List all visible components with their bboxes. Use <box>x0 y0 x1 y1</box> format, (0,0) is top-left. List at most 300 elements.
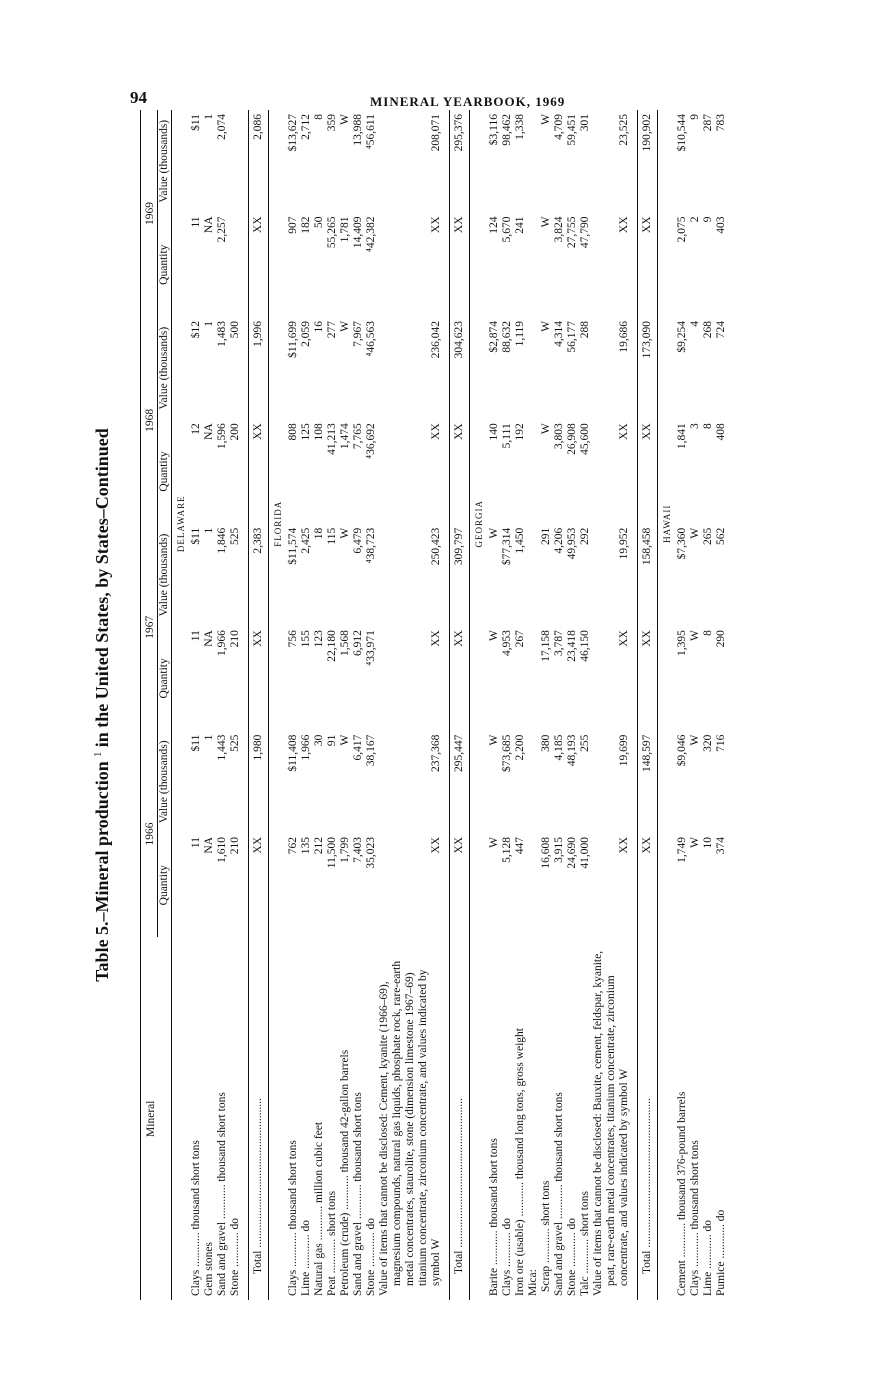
quantity-cell: 16,608 <box>540 836 552 869</box>
value-cell: 7,967 <box>352 320 364 347</box>
value-cell: $73,685 <box>501 734 513 772</box>
unit-label: do <box>566 1218 578 1230</box>
quantity-cell: W <box>488 836 500 848</box>
mineral-name: Lime <box>702 1271 714 1296</box>
quantity-cell: 192 <box>514 423 526 441</box>
value-cell: 265 <box>702 527 714 546</box>
quantity-cell: XX <box>430 630 442 647</box>
value-cell: W <box>689 527 701 539</box>
value-cell: $77,314 <box>501 527 513 566</box>
quantity-cell: 108 <box>313 423 325 441</box>
value-cell: W <box>339 320 351 332</box>
mineral-name: Scrap <box>540 1265 552 1292</box>
total-quantity-cell: XX <box>638 419 658 523</box>
quantity-cell: XX <box>430 836 442 854</box>
quantity-cell: ⁴36,692 <box>365 423 377 459</box>
leader-dots: ............ <box>339 1172 351 1213</box>
table-row <box>553 110 566 1300</box>
section-header-row <box>269 110 288 1300</box>
table-row <box>287 110 300 1300</box>
quantity-cell: 756 <box>287 630 299 648</box>
section-header-row <box>658 110 677 1300</box>
quantity-cell: 124 <box>488 216 500 234</box>
quantity-cell: 23,418 <box>566 630 578 662</box>
total-quantity-cell: XX <box>638 833 658 937</box>
table-row <box>676 110 689 1300</box>
leader-dots: .................................................... <box>252 1098 264 1251</box>
mineral-cell <box>190 937 203 1300</box>
value-cell: 4,185 <box>553 734 565 761</box>
value-cell: 6,479 <box>352 527 364 554</box>
rotated-table-block <box>92 110 757 1300</box>
quantity-cell: 1,781 <box>339 216 351 243</box>
leader-dots: ............ <box>216 1181 228 1222</box>
value-cell: 525 <box>229 734 241 752</box>
quantity-cell: NA <box>203 423 215 440</box>
unit-label: thousand 376-pound barrels <box>676 1091 688 1220</box>
value-cell: W <box>339 734 351 746</box>
value-cell: 1,450 <box>514 527 526 554</box>
quantity-cell: 5,111 <box>501 423 513 449</box>
quantity-cell: 14,409 <box>352 216 364 249</box>
total-quantity-cell: XX <box>249 212 269 316</box>
value-cell: 13,988 <box>352 114 364 146</box>
value-cell: 1 <box>203 320 215 327</box>
quantity-cell: W <box>689 630 701 641</box>
leader-dots: ............ <box>715 1221 727 1262</box>
mineral-cell <box>579 937 592 1300</box>
value-cell: 48,193 <box>566 734 578 767</box>
quantity-cell: 5,670 <box>501 216 513 243</box>
value-cell: 98,462 <box>501 114 513 146</box>
quantity-cell: W <box>540 216 552 228</box>
quantity-cell: 3 <box>689 423 701 430</box>
total-label-cell <box>249 937 269 1300</box>
value-cell: 287 <box>702 114 714 132</box>
leader-dots: ............ <box>488 1227 500 1268</box>
total-row <box>249 110 269 1300</box>
total-value-cell: 2,383 <box>249 524 269 626</box>
unit-label: thousand short tons <box>190 1140 202 1230</box>
leader-dots: ............ <box>514 1179 526 1220</box>
table-row <box>579 110 592 1300</box>
mineral-name: Peat <box>326 1276 338 1296</box>
value-cell: 255 <box>579 734 591 752</box>
value-cell: 2,712 <box>300 114 312 140</box>
mineral-name: Sand and gravel <box>352 1221 364 1296</box>
mineral-cell <box>216 937 229 1300</box>
total-quantity-cell: XX <box>638 626 658 730</box>
quantity-cell: 2,075 <box>676 216 688 243</box>
value-cell: 237,368 <box>430 734 442 772</box>
quantity-cell: 403 <box>715 216 727 234</box>
quantity-cell: 1,395 <box>676 630 688 657</box>
value-cell: 208,071 <box>430 114 442 152</box>
unit-label: thousand short tons <box>689 1140 701 1230</box>
quantity-cell: XX <box>618 836 630 854</box>
total-label: Total <box>252 1250 264 1274</box>
total-label-cell <box>450 937 470 1300</box>
value-cell: W <box>339 527 351 539</box>
mineral-name: Clays <box>287 1269 299 1296</box>
value-cell: $13,627 <box>287 114 299 152</box>
value-cell: 1 <box>203 734 215 741</box>
value-cell: 292 <box>579 527 591 546</box>
total-value-cell: 190,902 <box>638 110 658 212</box>
total-quantity-cell: XX <box>638 212 658 316</box>
total-row <box>450 110 470 1300</box>
quantity-cell: 1,568 <box>339 630 351 657</box>
total-value-cell: 295,447 <box>450 731 470 833</box>
leader-dots: ............ <box>229 1229 241 1270</box>
mineral-cell <box>501 937 514 1300</box>
quantity-cell: 1,799 <box>339 836 351 863</box>
total-value-cell: 173,090 <box>638 317 658 419</box>
mineral-name: Iron ore (usable) <box>514 1219 526 1296</box>
total-quantity-cell: XX <box>450 833 470 937</box>
quantity-column-header: Quantity <box>158 833 172 937</box>
quantity-cell: ⁴42,382 <box>365 216 377 253</box>
value-cell: 2,059 <box>300 320 312 347</box>
value-cell: 49,953 <box>566 527 578 560</box>
quantity-cell: 1,610 <box>216 836 228 863</box>
value-cell: 288 <box>579 320 591 339</box>
quantity-cell: XX <box>430 423 442 440</box>
quantity-column-header: Quantity <box>158 626 172 730</box>
total-value-cell: 158,458 <box>638 524 658 626</box>
value-cell: W <box>339 114 351 125</box>
table-row <box>378 110 443 1300</box>
quantity-cell <box>527 419 540 523</box>
table-row <box>689 110 702 1300</box>
total-quantity-cell: XX <box>450 419 470 523</box>
value-cell: $7,360 <box>676 527 688 560</box>
table-row <box>702 110 715 1300</box>
quantity-cell <box>527 626 540 730</box>
value-cell: 359 <box>326 114 338 132</box>
section-header-row <box>470 110 489 1300</box>
unit-label: short tons <box>540 1180 552 1226</box>
mineral-cell <box>365 937 378 1300</box>
value-cell: ⁴56,611 <box>365 114 377 150</box>
table-row <box>229 110 242 1300</box>
unit-label: million cubic feet <box>313 1121 325 1204</box>
total-quantity-cell: XX <box>249 833 269 937</box>
total-row <box>638 110 658 1300</box>
quantity-cell: 808 <box>287 423 299 441</box>
table-row <box>566 110 579 1300</box>
value-cell: 1,846 <box>216 527 228 554</box>
value-cell: 724 <box>715 320 727 339</box>
mineral-name: Pumice <box>715 1261 727 1296</box>
value-cell: 380 <box>540 734 552 752</box>
value-cell: 4,314 <box>553 320 565 347</box>
value-cell: $11,699 <box>287 320 299 358</box>
quantity-cell: XX <box>618 423 630 440</box>
total-value-cell: 1,980 <box>249 731 269 833</box>
quantity-cell: 3,787 <box>553 630 565 657</box>
value-cell: W <box>689 734 701 746</box>
value-cell: $11,574 <box>287 527 299 565</box>
quantity-cell: 41,213 <box>326 423 338 455</box>
leader-dots: ............ <box>326 1235 338 1277</box>
quantity-cell: 12 <box>190 423 202 435</box>
quantity-cell: 123 <box>313 630 325 648</box>
quantity-cell: XX <box>430 216 442 234</box>
value-column-header: Value (thousands) <box>158 110 172 212</box>
quantity-cell: 55,265 <box>326 216 338 249</box>
quantity-cell: W <box>488 630 500 641</box>
value-cell: 19,699 <box>618 734 630 767</box>
year-header-1968: 1968 <box>141 317 158 524</box>
mineral-name: Cement <box>676 1260 688 1296</box>
total-value-cell: 309,797 <box>450 524 470 626</box>
quantity-cell: NA <box>203 630 215 647</box>
quantity-cell: 241 <box>514 216 526 234</box>
unit-label: do <box>365 1218 377 1230</box>
value-cell: 320 <box>702 734 714 752</box>
value-cell: $12 <box>190 320 202 339</box>
total-label: Total <box>453 1250 465 1274</box>
quantity-cell: 10 <box>702 836 714 849</box>
value-cell: 38,167 <box>365 734 377 767</box>
mineral-cell <box>326 937 339 1300</box>
value-cell: 301 <box>579 114 591 132</box>
unit-label: thousand long tons, gross weight <box>514 1028 526 1180</box>
total-quantity-cell: XX <box>249 626 269 730</box>
total-value-cell: 148,597 <box>638 731 658 833</box>
quantity-cell: 182 <box>300 216 312 234</box>
year-header-1967: 1967 <box>141 524 158 731</box>
mineral-cell <box>514 937 527 1300</box>
mineral-name: Sand and gravel <box>553 1221 565 1296</box>
leader-dots: ............ <box>689 1229 701 1270</box>
mineral-cell <box>352 937 365 1300</box>
quantity-cell: 45,600 <box>579 423 591 455</box>
quantity-cell: 50 <box>313 216 325 228</box>
table-row <box>592 110 631 1300</box>
quantity-cell <box>527 833 540 937</box>
quantity-column-header: Quantity <box>158 419 172 523</box>
value-cell: 1,443 <box>216 734 228 761</box>
table-title <box>92 110 113 1300</box>
table-row <box>313 110 326 1300</box>
leader-dots: ............ <box>702 1231 714 1272</box>
mineral-cell <box>229 937 242 1300</box>
mineral-name: Stone <box>566 1269 578 1296</box>
section-spacer <box>658 937 677 1300</box>
mineral-name: Mica: <box>527 1269 539 1296</box>
value-cell: $11 <box>190 527 202 545</box>
total-value-cell: 295,376 <box>450 110 470 212</box>
mineral-name: Gem stones <box>203 1242 215 1296</box>
value-cell: 30 <box>313 734 325 747</box>
value-cell: 2,074 <box>216 114 228 140</box>
value-cell: 562 <box>715 527 727 546</box>
quantity-cell: W <box>540 423 552 435</box>
value-cell: 9 <box>689 114 701 120</box>
value-cell: W <box>540 320 552 332</box>
quantity-cell: 1,749 <box>676 836 688 863</box>
value-cell: 525 <box>229 527 241 546</box>
quantity-cell: 212 <box>313 836 325 855</box>
quantity-cell: 1,966 <box>216 630 228 657</box>
quantity-cell: 408 <box>715 423 727 441</box>
value-cell: 115 <box>326 527 338 545</box>
quantity-cell: 47,790 <box>579 216 591 249</box>
quantity-cell <box>229 212 242 316</box>
section-header-row <box>172 110 191 1300</box>
value-cell: 500 <box>229 320 241 339</box>
leader-dots: ............ <box>300 1231 312 1272</box>
table-row <box>514 110 527 1300</box>
value-cell: W <box>488 734 500 746</box>
mineral-cell <box>540 937 553 1300</box>
mineral-cell <box>592 937 631 1300</box>
unit-label: do <box>702 1219 714 1232</box>
mineral-cell <box>715 937 728 1300</box>
value-cell: 59,451 <box>566 114 578 146</box>
value-column-header: Value (thousands) <box>158 731 172 833</box>
table-row <box>527 110 540 1300</box>
unit-label: thousand short tons <box>488 1138 500 1228</box>
unit-label: do <box>300 1219 312 1232</box>
value-cell: 268 <box>702 320 714 339</box>
quantity-cell: 8 <box>702 630 714 636</box>
total-quantity-cell: XX <box>450 626 470 730</box>
quantity-cell <box>527 212 540 316</box>
value-cell <box>527 524 540 626</box>
quantity-cell: 3,915 <box>553 836 565 863</box>
mineral-cell <box>378 937 443 1300</box>
quantity-cell: 7,765 <box>352 423 364 450</box>
table-row <box>501 110 514 1300</box>
quantity-cell: W <box>689 836 701 848</box>
leader-dots: ............ <box>352 1181 364 1222</box>
unit-label: thousand 42-gallon barrels <box>339 1049 351 1173</box>
total-quantity-cell: XX <box>450 212 470 316</box>
quantity-cell: 17,158 <box>540 630 552 662</box>
value-cell: 783 <box>715 114 727 132</box>
quantity-cell: 125 <box>300 423 312 441</box>
value-cell: ⁴46,563 <box>365 320 377 357</box>
value-cell: $2,874 <box>488 320 500 353</box>
total-quantity-cell: XX <box>249 419 269 523</box>
quantity-cell: 2,257 <box>216 216 228 243</box>
quantity-cell: 267 <box>514 630 526 648</box>
value-cell: $11 <box>190 114 202 131</box>
value-cell: W <box>488 527 500 539</box>
mineral-cell <box>203 937 216 1300</box>
value-cell <box>527 317 540 419</box>
quantity-cell: 11 <box>190 630 202 642</box>
table-row <box>339 110 352 1300</box>
value-cell: 4,709 <box>553 114 565 140</box>
leader-dots: ............ <box>501 1229 513 1270</box>
table-body <box>172 110 729 1300</box>
quantity-cell: XX <box>618 216 630 234</box>
leader-dots: ............ <box>313 1203 325 1244</box>
quantity-cell: 4,953 <box>501 630 513 657</box>
total-value-cell: 2,086 <box>249 110 269 212</box>
value-cell: 2,425 <box>300 527 312 554</box>
section-spacer <box>269 937 288 1300</box>
table-row <box>365 110 378 1300</box>
quantity-cell: 41,000 <box>579 836 591 869</box>
value-cell: $10,544 <box>676 114 688 152</box>
mineral-name: Natural gas <box>313 1243 325 1296</box>
mineral-name: Clays <box>689 1269 701 1296</box>
leader-dots: ............ <box>365 1229 377 1270</box>
value-cell: 88,632 <box>501 320 513 353</box>
value-cell: 4 <box>689 320 701 327</box>
mineral-name: Lime <box>300 1271 312 1296</box>
state-name: FLORIDA <box>273 500 283 547</box>
quantity-cell: 155 <box>300 630 312 648</box>
mineral-name: Clays <box>190 1269 202 1296</box>
value-cell: $11 <box>190 734 202 752</box>
mineral-cell <box>527 937 540 1300</box>
unit-label: short tons <box>579 1191 591 1237</box>
mineral-column-header: Mineral <box>141 937 172 1300</box>
quantity-cell: 140 <box>488 423 500 441</box>
value-cell: 19,952 <box>618 527 630 560</box>
table-row <box>300 110 313 1300</box>
unit-label: thousand short tons <box>287 1140 299 1230</box>
quantity-cell: 26,908 <box>566 423 578 455</box>
quantity-cell: NA <box>203 836 215 854</box>
quantity-cell: 11 <box>190 836 202 849</box>
value-column-header: Value (thousands) <box>158 524 172 626</box>
leader-dots: ............ <box>566 1229 578 1270</box>
quantity-cell: 11,500 <box>326 836 338 869</box>
value-cell: 19,686 <box>618 320 630 353</box>
year-header-1966: 1966 <box>141 731 158 938</box>
value-cell: $11,408 <box>287 734 299 772</box>
state-name: HAWAII <box>662 504 672 543</box>
leader-dots: ............ <box>190 1229 202 1270</box>
table-title-rest: in the United States, by States–Continued <box>92 428 112 748</box>
quantity-cell: 907 <box>287 216 299 234</box>
mineral-cell <box>702 937 715 1300</box>
mineral-cell <box>488 937 501 1300</box>
quantity-cell: XX <box>618 630 630 647</box>
table-row <box>488 110 501 1300</box>
mineral-cell <box>313 937 326 1300</box>
quantity-cell: 210 <box>229 630 241 648</box>
mineral-cell <box>339 937 352 1300</box>
value-cell: 91 <box>326 734 338 747</box>
value-cell: 1 <box>203 527 215 534</box>
state-name: DELAWARE <box>176 495 186 553</box>
unit-label: do <box>715 1209 727 1222</box>
value-cell: 23,525 <box>618 114 630 146</box>
leader-dots: ............ <box>540 1225 552 1266</box>
value-cell: 6,417 <box>352 734 364 761</box>
value-cell: 56,177 <box>566 320 578 353</box>
quantity-cell: 24,690 <box>566 836 578 869</box>
value-cell: 18 <box>313 527 325 540</box>
leader-dots: ............ <box>553 1181 565 1222</box>
total-label-cell <box>638 937 658 1300</box>
value-cell <box>527 110 540 212</box>
section-spacer <box>172 937 191 1300</box>
quantity-cell: 290 <box>715 630 727 648</box>
leader-dots: ............ <box>287 1229 299 1270</box>
value-cell: 8 <box>313 114 325 120</box>
mineral-cell <box>300 937 313 1300</box>
value-cell: 716 <box>715 734 727 752</box>
